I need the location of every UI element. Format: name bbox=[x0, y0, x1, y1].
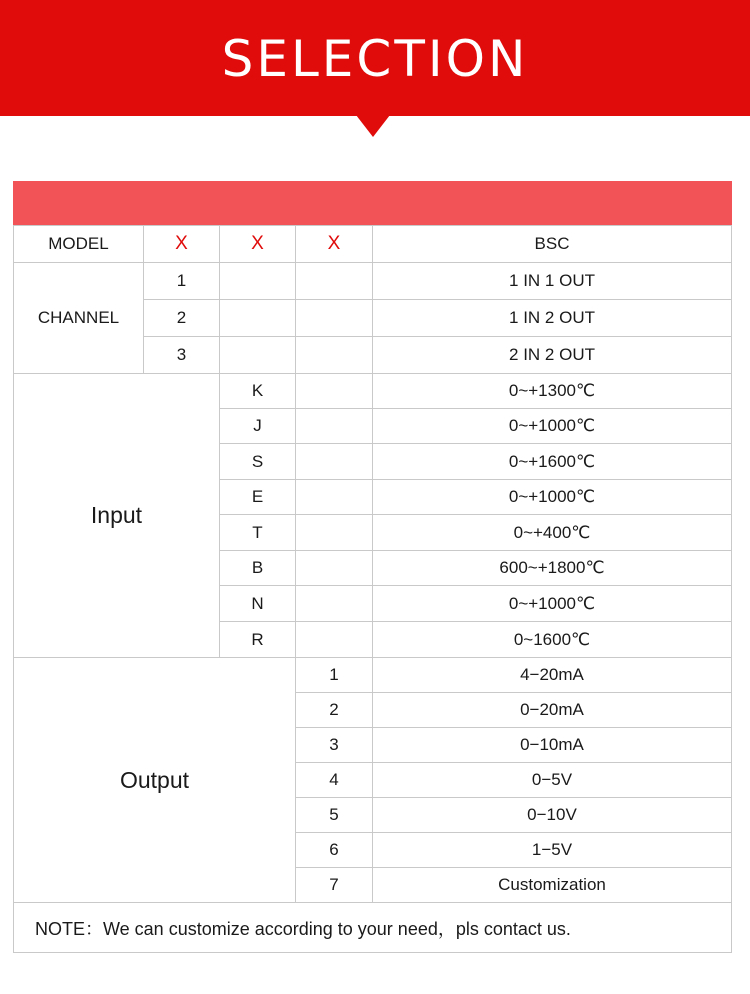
empty-cell bbox=[219, 299, 296, 337]
output-desc: 4−20mA bbox=[372, 657, 732, 693]
input-code: K bbox=[219, 373, 296, 409]
input-desc: 0~+1300℃ bbox=[372, 373, 732, 409]
output-desc: 0−10V bbox=[372, 797, 732, 833]
empty-cell bbox=[295, 299, 373, 337]
model-label: MODEL bbox=[13, 225, 144, 263]
output-desc: Customization bbox=[372, 867, 732, 903]
output-code: 7 bbox=[295, 867, 373, 903]
empty-cell bbox=[295, 514, 373, 551]
channel-desc: 1 IN 2 OUT bbox=[372, 299, 732, 337]
input-code: R bbox=[219, 621, 296, 658]
empty-cell bbox=[295, 585, 373, 622]
output-code: 2 bbox=[295, 692, 373, 728]
input-desc: 0~+1000℃ bbox=[372, 585, 732, 622]
input-desc: 600~+1800℃ bbox=[372, 550, 732, 586]
input-desc: 0~1600℃ bbox=[372, 621, 732, 658]
empty-cell bbox=[295, 262, 373, 300]
input-desc: 0~+1000℃ bbox=[372, 408, 732, 444]
input-code: S bbox=[219, 443, 296, 480]
output-code: 6 bbox=[295, 832, 373, 868]
input-desc: 0~+1000℃ bbox=[372, 479, 732, 515]
output-code: 1 bbox=[295, 657, 373, 693]
table-header-bar bbox=[13, 181, 732, 225]
empty-cell bbox=[295, 336, 373, 374]
output-desc: 1−5V bbox=[372, 832, 732, 868]
output-desc: 0−5V bbox=[372, 762, 732, 798]
channel-code: 3 bbox=[143, 336, 220, 374]
input-desc: 0~+400℃ bbox=[372, 514, 732, 551]
banner-arrow-icon bbox=[356, 115, 390, 137]
channel-code: 1 bbox=[143, 262, 220, 300]
channel-label: CHANNEL bbox=[13, 262, 144, 374]
model-name: BSC bbox=[372, 225, 732, 263]
empty-cell bbox=[219, 262, 296, 300]
input-code: T bbox=[219, 514, 296, 551]
input-code: N bbox=[219, 585, 296, 622]
channel-desc: 2 IN 2 OUT bbox=[372, 336, 732, 374]
output-code: 4 bbox=[295, 762, 373, 798]
channel-desc: 1 IN 1 OUT bbox=[372, 262, 732, 300]
channel-code: 2 bbox=[143, 299, 220, 337]
model-code-1: X bbox=[143, 225, 220, 263]
empty-cell bbox=[295, 408, 373, 444]
input-code: E bbox=[219, 479, 296, 515]
output-code: 3 bbox=[295, 727, 373, 763]
empty-cell bbox=[295, 373, 373, 409]
input-code: J bbox=[219, 408, 296, 444]
banner-title: SELECTION bbox=[221, 30, 529, 88]
input-desc: 0~+1600℃ bbox=[372, 443, 732, 480]
model-code-3: X bbox=[295, 225, 373, 263]
input-label: Input bbox=[13, 373, 220, 658]
output-code: 5 bbox=[295, 797, 373, 833]
model-code-2: X bbox=[219, 225, 296, 263]
empty-cell bbox=[219, 336, 296, 374]
note-text: NOTE：We can customize according to your need，pls contact us. bbox=[13, 902, 732, 953]
output-label: Output bbox=[13, 657, 296, 903]
empty-cell bbox=[295, 621, 373, 658]
output-desc: 0−10mA bbox=[372, 727, 732, 763]
empty-cell bbox=[295, 550, 373, 586]
output-desc: 0−20mA bbox=[372, 692, 732, 728]
empty-cell bbox=[295, 479, 373, 515]
selection-table bbox=[13, 181, 732, 953]
input-code: B bbox=[219, 550, 296, 586]
empty-cell bbox=[295, 443, 373, 480]
selection-banner bbox=[0, 0, 750, 116]
